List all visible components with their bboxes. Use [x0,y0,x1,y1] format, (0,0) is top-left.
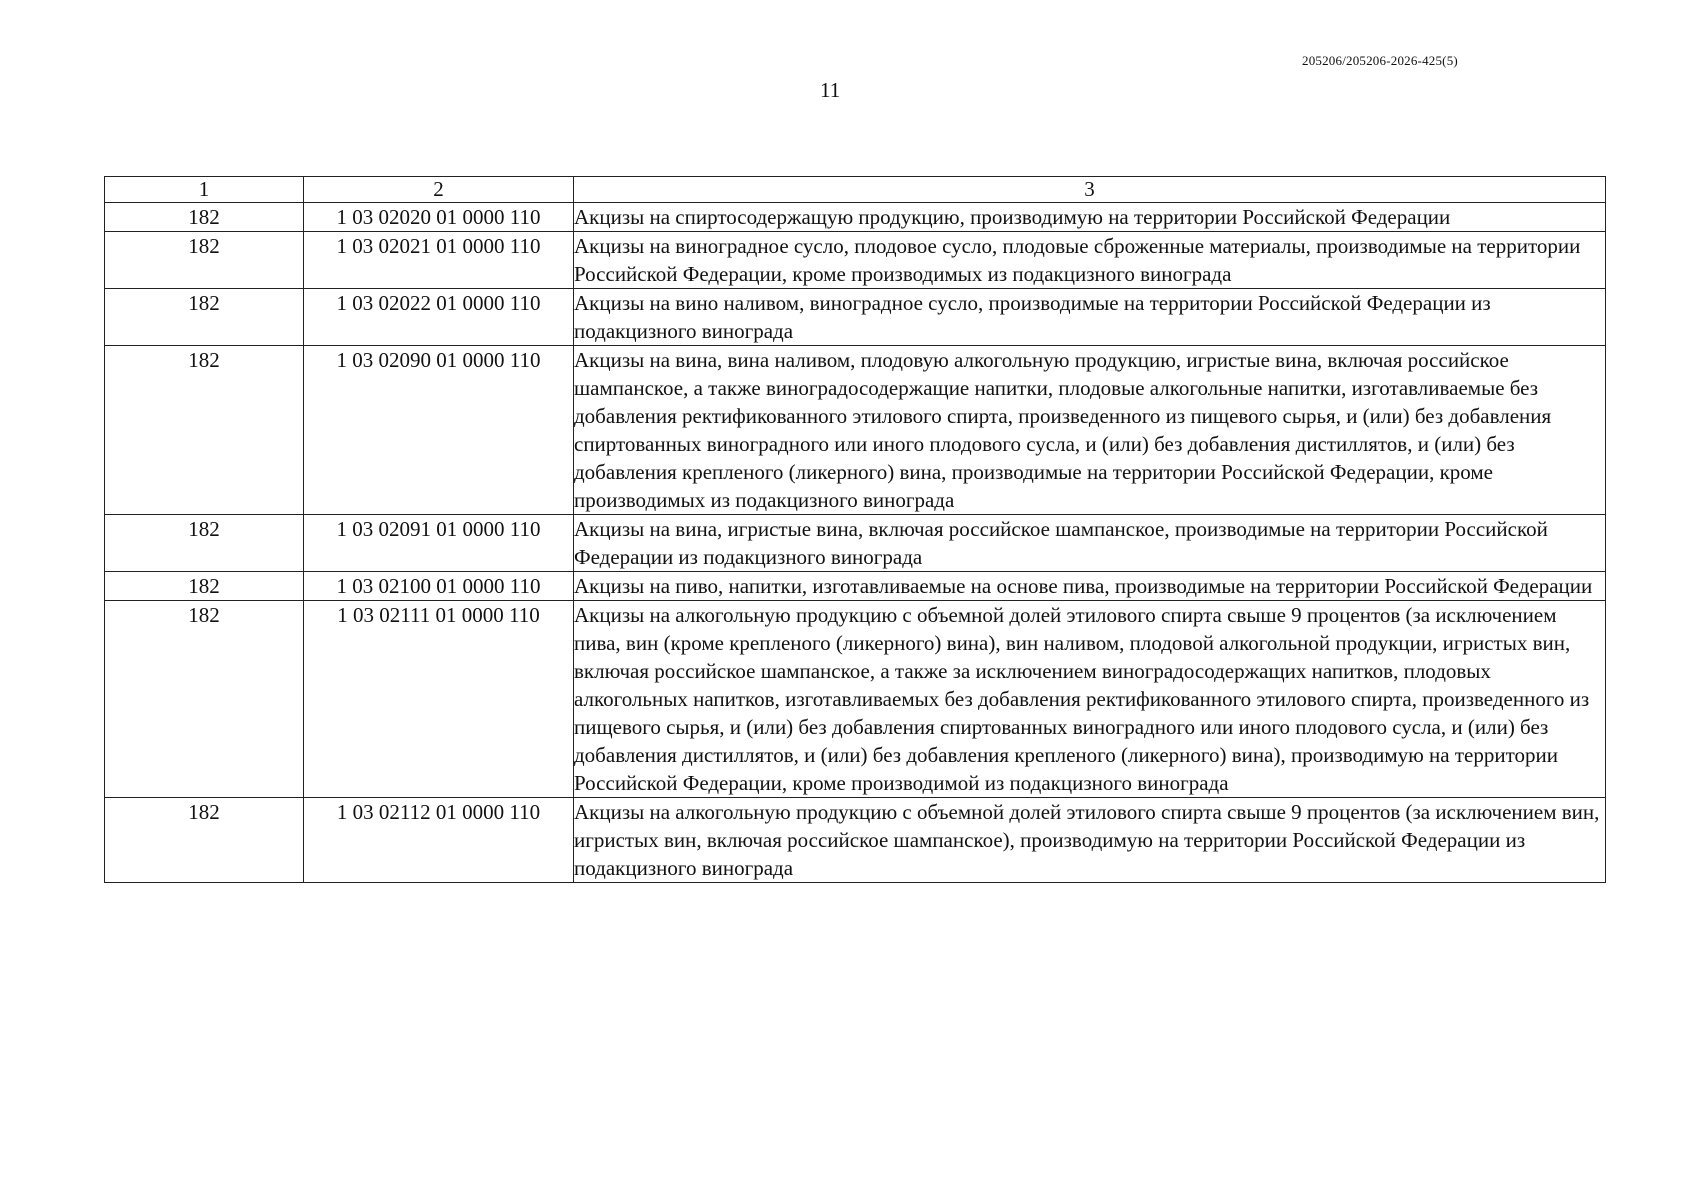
page-number: 11 [820,78,841,102]
description-cell: Акцизы на виноградное сусло, плодовое сусло, плодовые сброженные материалы, производимые на территории Российской Федерации, кроме производимых из подакцизного винограда [574,232,1606,289]
admin-code-cell: 182 [105,572,304,601]
description-cell: Акцизы на спиртосодержащую продукцию, производимую на территории Российской Федерации [574,203,1606,232]
table-row [105,515,1606,572]
budget-code-cell: 1 03 02111 01 0000 110 [304,601,574,798]
table-row [105,232,1606,289]
description-cell: Акцизы на вина, вина наливом, плодовую алкогольную продукцию, игристые вина, включая российское шампанское, а также виноградосодержащие напитки, плодовые алкогольные напитки, изготавливаемые без добавления ректификованного этилового спирта, произведенного из пищевого сырья, и (или) без добавления спиртованных виноградного или иного плодового сусла, и (или) без добавления дистиллятов, и (или) без добавления крепленого (ликерного) вина, производимые на территории Российской Федерации, кроме производимых из подакцизного винограда [574,346,1606,515]
budget-code-cell: 1 03 02090 01 0000 110 [304,346,574,515]
column-header: 1 [105,177,304,203]
description-cell: Акцизы на алкогольную продукцию с объемной долей этилового спирта свыше 9 процентов (за исключением пива, вин (кроме крепленого (ликерного) вина), вин наливом, плодовой алкогольной продукции, игристых вин, включая российское шампанское, а также за исключением виноградосодержащих напитков, плодовых алкогольных напитков, изготавливаемых без добавления ректификованного этилового спирта, произведенного из пищевого сырья, и (или) без добавления спиртованных виноградного или иного плодового сусла, и (или) без добавления дистиллятов, и (или) без добавления крепленого (ликерного) вина), производимую на территории Российской Федерации, кроме производимой из подакцизного винограда [574,601,1606,798]
admin-code-cell: 182 [105,289,304,346]
admin-code-cell: 182 [105,203,304,232]
document-id: 205206/205206-2026-425(5) [1302,53,1458,68]
description-cell: Акцизы на вино наливом, виноградное сусло, производимые на территории Российской Федерации из подакцизного винограда [574,289,1606,346]
budget-code-cell: 1 03 02022 01 0000 110 [304,289,574,346]
table-row [105,601,1606,798]
column-header: 2 [304,177,574,203]
table-row [105,798,1606,883]
budget-code-cell: 1 03 02091 01 0000 110 [304,515,574,572]
table-row [105,572,1606,601]
description-cell: Акцизы на пиво, напитки, изготавливаемые на основе пива, производимые на территории Российской Федерации [574,572,1606,601]
table-row [105,203,1606,232]
admin-code-cell: 182 [105,798,304,883]
budget-codes-table [104,176,1606,883]
admin-code-cell: 182 [105,346,304,515]
admin-code-cell: 182 [105,515,304,572]
budget-code-cell: 1 03 02100 01 0000 110 [304,572,574,601]
table-header-row [105,177,1606,203]
budget-code-cell: 1 03 02112 01 0000 110 [304,798,574,883]
description-cell: Акцизы на вина, игристые вина, включая российское шампанское, производимые на территории Российской Федерации из подакцизного винограда [574,515,1606,572]
table-row [105,346,1606,515]
column-header: 3 [574,177,1606,203]
admin-code-cell: 182 [105,232,304,289]
table-row [105,289,1606,346]
admin-code-cell: 182 [105,601,304,798]
budget-code-cell: 1 03 02020 01 0000 110 [304,203,574,232]
budget-code-cell: 1 03 02021 01 0000 110 [304,232,574,289]
description-cell: Акцизы на алкогольную продукцию с объемной долей этилового спирта свыше 9 процентов (за исключением вин, игристых вин, включая российское шампанское), производимую на территории Российской Федерации из подакцизного винограда [574,798,1606,883]
